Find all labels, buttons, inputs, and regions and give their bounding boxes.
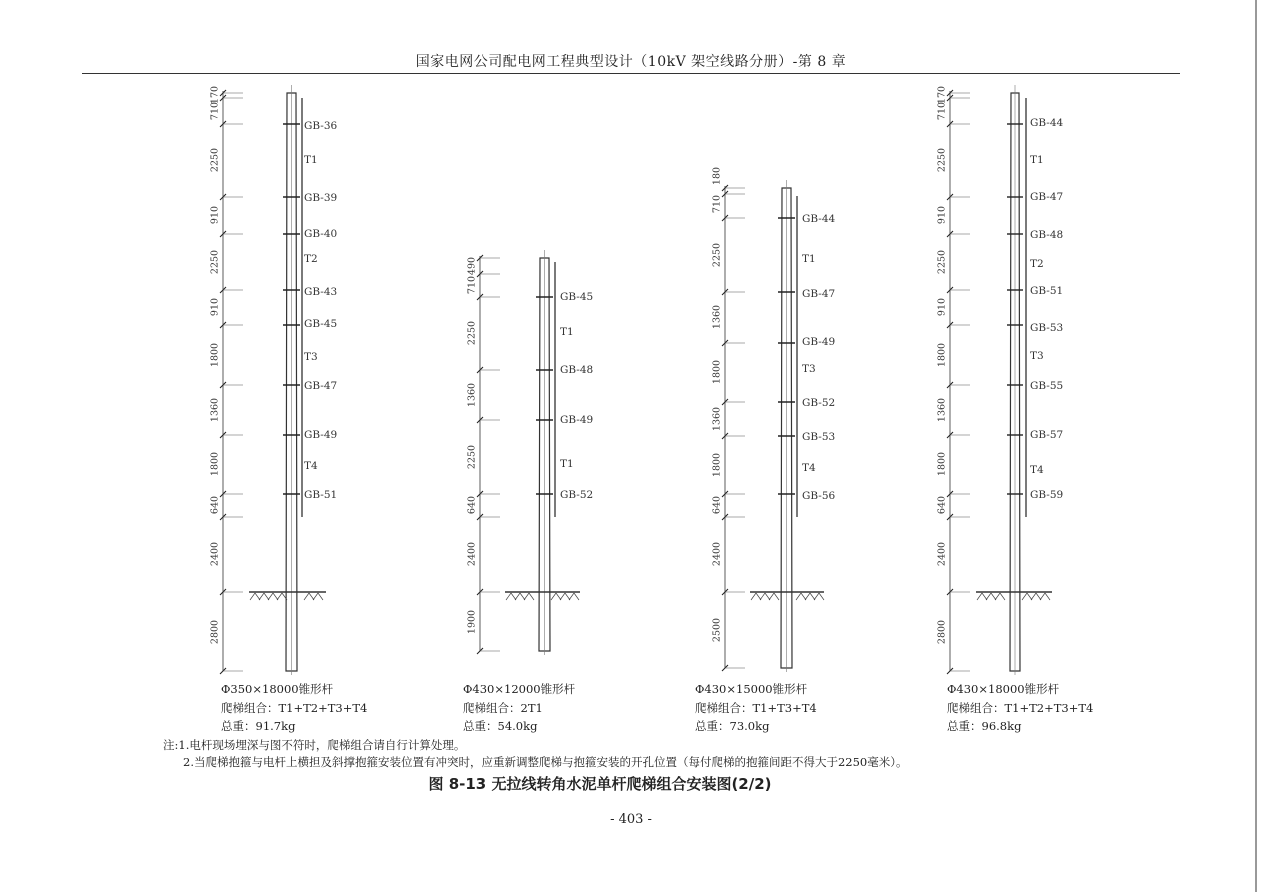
dim-label: 2250 [711,242,723,268]
clamp-label: GB-51 [304,489,338,501]
ground-hatch [304,593,314,600]
dim-label: 910 [209,205,221,225]
figure-caption: 图 8-13 无拉线转角水泥单杆爬梯组合安装图(2/2) [428,775,772,793]
page-number: - 403 - [610,812,652,827]
ground-hatch [569,593,579,600]
page-header: 国家电网公司配电网工程典型设计（10kV 架空线路分册）-第 8 章 [415,54,847,70]
dim-label: 1900 [466,609,478,635]
ground-hatch [524,593,534,600]
ground-hatch [751,593,761,600]
clamp-label: GB-43 [304,286,338,298]
dim-label: 1800 [936,342,948,368]
ladder-section-label: T1 [304,154,318,166]
pole-3-size: Φ430×15000锥形杆 [695,682,808,696]
pole-1-spec [221,680,367,736]
ladder-section-label: T3 [304,351,318,363]
dim-label: 910 [209,297,221,317]
clamp-label: GB-47 [802,288,836,300]
dim-label: 2250 [209,249,221,275]
clamp-label: GB-47 [304,380,338,392]
dim-label: 640 [209,495,221,515]
ground-hatch [313,593,323,600]
ground-hatch [277,593,287,600]
dim-label: 910 [936,205,948,225]
dim-label: 640 [711,495,723,515]
pole-3-ladder: 爬梯组合：T1+T3+T4 [695,700,817,715]
note-2: 2.当爬梯抱箍与电杆上横担及斜撑抱箍安装位置有冲突时，应重新调整爬梯与抱箍安装的开孔位置（每付爬梯的抱箍间距不得大于2250毫米）。 [183,755,908,769]
pole-3-spec [695,680,817,736]
ladder-section-label: T4 [304,460,318,472]
ladder-section-label: T1 [1030,154,1044,166]
dim-label: 2400 [711,541,723,567]
dim-label: 1360 [711,406,723,432]
ladder-section-label: T2 [1030,258,1044,270]
clamp-label: GB-39 [304,192,338,204]
clamp-label: GB-40 [304,228,338,240]
dim-label: 2250 [936,147,948,173]
dim-label: 1800 [936,451,948,477]
dim-label: 2500 [711,617,723,643]
ground-hatch [1031,593,1041,600]
dim-label: 2250 [466,444,478,470]
pole-2 [467,250,594,655]
clamp-label: GB-52 [802,397,836,409]
dim-label: 910 [936,297,948,317]
clamp-label: GB-36 [304,120,338,132]
dim-label: 170 [209,85,221,105]
pole-2-size: Φ430×12000锥形杆 [463,682,576,696]
ladder-section-label: T1 [560,458,574,470]
dim-label: 1800 [209,451,221,477]
ground-hatch [986,593,996,600]
ladder-section-label: T3 [802,363,816,375]
clamp-label: GB-49 [802,336,836,348]
clamp-label: GB-48 [1030,229,1064,241]
ground-hatch [551,593,561,600]
clamp-label: GB-48 [560,364,594,376]
dim-label: 2400 [936,541,948,567]
pole-3-weight: 总重：73.0kg [695,719,770,733]
clamp-label: GB-53 [802,431,836,443]
clamp-label: GB-45 [304,318,338,330]
ground-hatch [506,593,516,600]
ground-hatch [760,593,770,600]
ground-hatch [805,593,815,600]
pole-4-size: Φ430×18000锥形杆 [947,682,1060,696]
dim-label: 2400 [466,541,478,567]
dim-label: 710 [711,194,723,214]
clamp-label: GB-44 [802,213,836,225]
ground-hatch [977,593,987,600]
dim-label: 2250 [936,249,948,275]
dim-label: 2800 [936,619,948,645]
ground-hatch [250,593,260,600]
dim-label: 640 [466,495,478,515]
dim-label: 490 [466,256,478,276]
dim-label: 1360 [209,397,221,423]
dim-label: 710 [936,101,948,121]
pole-2-weight: 总重：54.0kg [463,719,538,733]
clamp-label: GB-57 [1030,429,1064,441]
dim-label: 710 [209,101,221,121]
note-1: 注:1.电杆现场埋深与图不符时，爬梯组合请自行计算处理。 [163,738,466,752]
pole-2-ladder: 爬梯组合：2T1 [463,700,543,715]
dim-label: 1800 [711,359,723,385]
ladder-section-label: T1 [560,326,574,338]
clamp-label: GB-51 [1030,285,1064,297]
ground-hatch [796,593,806,600]
ladder-section-label: T1 [802,253,816,265]
dim-label: 1800 [711,452,723,478]
ground-hatch [995,593,1005,600]
dim-label: 710 [466,275,478,295]
dim-label: 1360 [936,397,948,423]
dim-label: 1800 [209,342,221,368]
clamp-label: GB-52 [560,489,594,501]
pole-3 [712,167,836,672]
clamp-label: GB-56 [802,490,836,502]
clamp-label: GB-55 [1030,380,1064,392]
pole-4-spec [947,680,1093,736]
clamp-label: GB-53 [1030,322,1064,334]
dim-label: 1360 [711,304,723,330]
pole-1-ladder: 爬梯组合：T1+T2+T3+T4 [221,700,368,715]
ground-hatch [268,593,278,600]
pole-2-spec [463,680,575,736]
dim-label: 180 [711,166,723,186]
ladder-section-label: T3 [1030,350,1044,362]
pole-4-weight: 总重：96.8kg [947,719,1022,733]
pole-1 [210,85,338,675]
ground-hatch [1040,593,1050,600]
dim-label: 170 [936,85,948,105]
dim-label: 2400 [209,541,221,567]
dim-label: 1360 [466,382,478,408]
clamp-label: GB-49 [304,429,338,441]
pole-1-weight: 总重：91.7kg [221,719,296,733]
ground-hatch [1022,593,1032,600]
ground-hatch [814,593,824,600]
dim-label: 2250 [209,147,221,173]
dim-label: 640 [936,495,948,515]
dim-label: 2250 [466,320,478,346]
ground-hatch [515,593,525,600]
clamp-label: GB-44 [1030,117,1064,129]
ground-hatch [259,593,269,600]
ground-hatch [560,593,570,600]
clamp-label: GB-59 [1030,489,1064,501]
dim-label: 2800 [209,619,221,645]
ladder-section-label: T4 [802,462,816,474]
clamp-label: GB-47 [1030,191,1064,203]
ladder-section-label: T4 [1030,464,1044,476]
pole-4-ladder: 爬梯组合：T1+T2+T3+T4 [947,700,1094,715]
pole-1-size: Φ350×18000锥形杆 [221,682,334,696]
clamp-label: GB-49 [560,414,594,426]
pole-4 [937,85,1064,675]
clamp-label: GB-45 [560,291,594,303]
ladder-section-label: T2 [304,253,318,265]
ground-hatch [769,593,779,600]
